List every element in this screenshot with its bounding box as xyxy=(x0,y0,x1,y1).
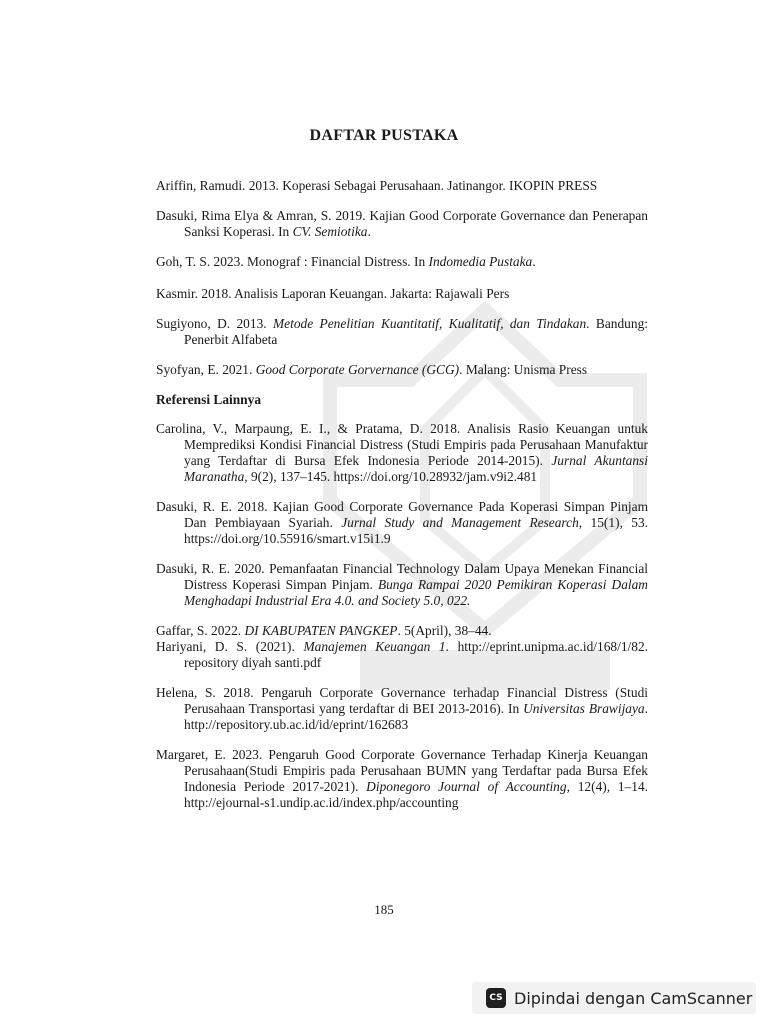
reference-entry: Dasuki, Rima Elya & Amran, S. 2019. Kajian Good Corporate Governance dan Penerapan Sanksi Koperasi. In CV. Semiotika. xyxy=(156,208,648,239)
reference-entry: Goh, T. S. 2023. Monograf : Financial Distress. In Indomedia Pustaka. xyxy=(156,254,536,269)
page-title: DAFTAR PUSTAKA xyxy=(309,127,459,144)
reference-entry: Ariffin, Ramudi. 2013. Koperasi Sebagai Perusahaan. Jatinangor. IKOPIN PRESS xyxy=(156,178,598,193)
reference-entry: Syofyan, E. 2021. Good Corporate Gorvernance (GCG). Malang: Unisma Press xyxy=(156,362,588,377)
reference-entry: Hariyani, D. S. (2021). Manajemen Keuangan 1. http://eprint.unipma.ac.id/168/1/82. repository diyah santi.pdf xyxy=(156,639,648,670)
reference-entry: Margaret, E. 2023. Pengaruh Good Corporate Governance Terhadap Kinerja Keuangan Perusahaan(Studi Empiris pada Perusahaan BUMN yang Terdaftar pada Bursa Efek Indonesia Periode 2017-2021). Diponegoro Journal of Accounting, 12(4), 1–14. http://ejournal-s1.undip.ac.id/index.php/accounting xyxy=(156,747,648,810)
reference-entry: Carolina, V., Marpaung, E. I., & Pratama, D. 2018. Analisis Rasio Keuangan untuk Memprediksi Kondisi Financial Distress (Studi Empiris pada Perusahaan Manufaktur yang Terdaftar di Bursa Efek Indonesia Periode 2014-2015). Jurnal Akuntansi Maranatha, 9(2), 137–145. https://doi.org/10.28932/jam.v9i2.481 xyxy=(156,421,648,484)
camscanner-icon: CS xyxy=(486,988,506,1008)
reference-entry: Dasuki, R. E. 2018. Kajian Good Corporate Governance Pada Koperasi Simpan Pinjam Dan Pembiayaan Syariah. Jurnal Study and Management Research, 15(1), 53. https://doi.org/10.55916/smart.v15i1.9 xyxy=(156,499,649,546)
reference-entry: Dasuki, R. E. 2020. Pemanfaatan Financial Technology Dalam Upaya Menekan Financial Distress Koperasi Simpan Pinjam. Bunga Rampai 2020 Pemikiran Koperasi Dalam Menghadapi Industrial Era 4.0. and Society 5.0, 022. xyxy=(156,561,648,608)
reference-entry: Gaffar, S. 2022. DI KABUPATEN PANGKEP. 5(April), 38–44. xyxy=(156,623,492,638)
bibliography xyxy=(156,178,648,811)
camscanner-text: Dipindai dengan CamScanner xyxy=(514,988,753,1008)
page-number: 185 xyxy=(374,902,394,917)
camscanner-badge xyxy=(472,982,756,1014)
section-heading: Referensi Lainnya xyxy=(156,392,262,407)
reference-entry: Kasmir. 2018. Analisis Laporan Keuangan. Jakarta: Rajawali Pers xyxy=(156,286,510,301)
reference-entry: Helena, S. 2018. Pengaruh Corporate Governance terhadap Financial Distress (Studi Perusahaan Transportasi yang terdaftar di BEI 2013-2016). In Universitas Brawijaya. http://repository.ub.ac.id/id/eprint/162683 xyxy=(156,685,648,732)
reference-entry: Sugiyono, D. 2013. Metode Penelitian Kuantitatif, Kualitatif, dan Tindakan. Bandung: Penerbit Alfabeta xyxy=(156,316,648,347)
